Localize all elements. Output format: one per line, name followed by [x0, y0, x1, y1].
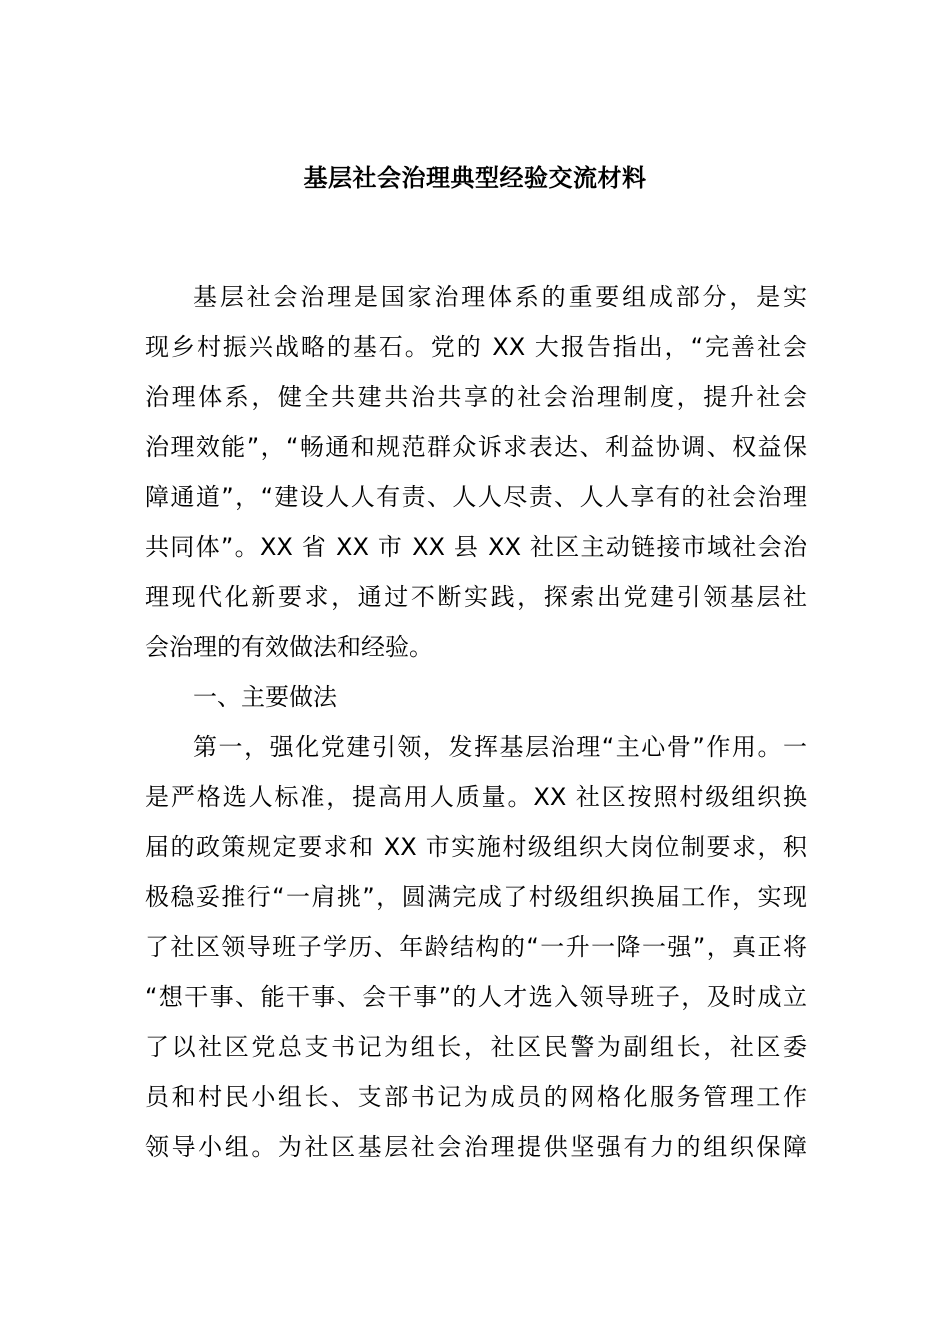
paragraph-line: 领导小组。为社区基层社会治理提供坚强有力的组织保障 [145, 1133, 807, 1161]
paragraph-line: 共同体”。XX 省 XX 市 XX 县 XX 社区主动链接市域社会治 [145, 533, 807, 561]
paragraph-line: “想干事、能干事、会干事”的人才选入领导班子，及时成立 [145, 983, 807, 1011]
paragraph-line: 届的政策规定要求和 XX 市实施村级组织大岗位制要求，积 [145, 833, 807, 861]
paragraph-line: 了以社区党总支书记为组长，社区民警为副组长，社区委 [145, 1033, 807, 1061]
document-title: 基层社会治理典型经验交流材料 [303, 164, 647, 192]
section-heading: 一、主要做法 [193, 683, 337, 711]
paragraph-line: 现乡村振兴战略的基石。党的 XX 大报告指出，“完善社会 [145, 333, 807, 361]
paragraph-line: 会治理的有效做法和经验。 [145, 633, 433, 661]
paragraph-line: 员和村民小组长、支部书记为成员的网格化服务管理工作 [145, 1083, 807, 1111]
paragraph-line: 极稳妥推行“一肩挑”，圆满完成了村级组织换届工作，实现 [145, 883, 807, 911]
paragraph-line: 治理效能”，“畅通和规范群众诉求表达、利益协调、权益保 [145, 433, 807, 461]
paragraph-line: 治理体系，健全共建共治共享的社会治理制度，提升社会 [145, 383, 807, 411]
paragraph-line: 理现代化新要求，通过不断实践，探索出党建引领基层社 [145, 583, 807, 611]
paragraph-line: 第一，强化党建引领，发挥基层治理“主心骨”作用。一 [193, 733, 807, 761]
paragraph-line: 是严格选人标准，提高用人质量。XX 社区按照村级组织换 [145, 783, 807, 811]
paragraph-line: 基层社会治理是国家治理体系的重要组成部分，是实 [193, 283, 807, 311]
paragraph-line: 障通道”，“建设人人有责、人人尽责、人人享有的社会治理 [145, 483, 807, 511]
paragraph-line: 了社区领导班子学历、年龄结构的“一升一降一强”，真正将 [145, 933, 807, 961]
